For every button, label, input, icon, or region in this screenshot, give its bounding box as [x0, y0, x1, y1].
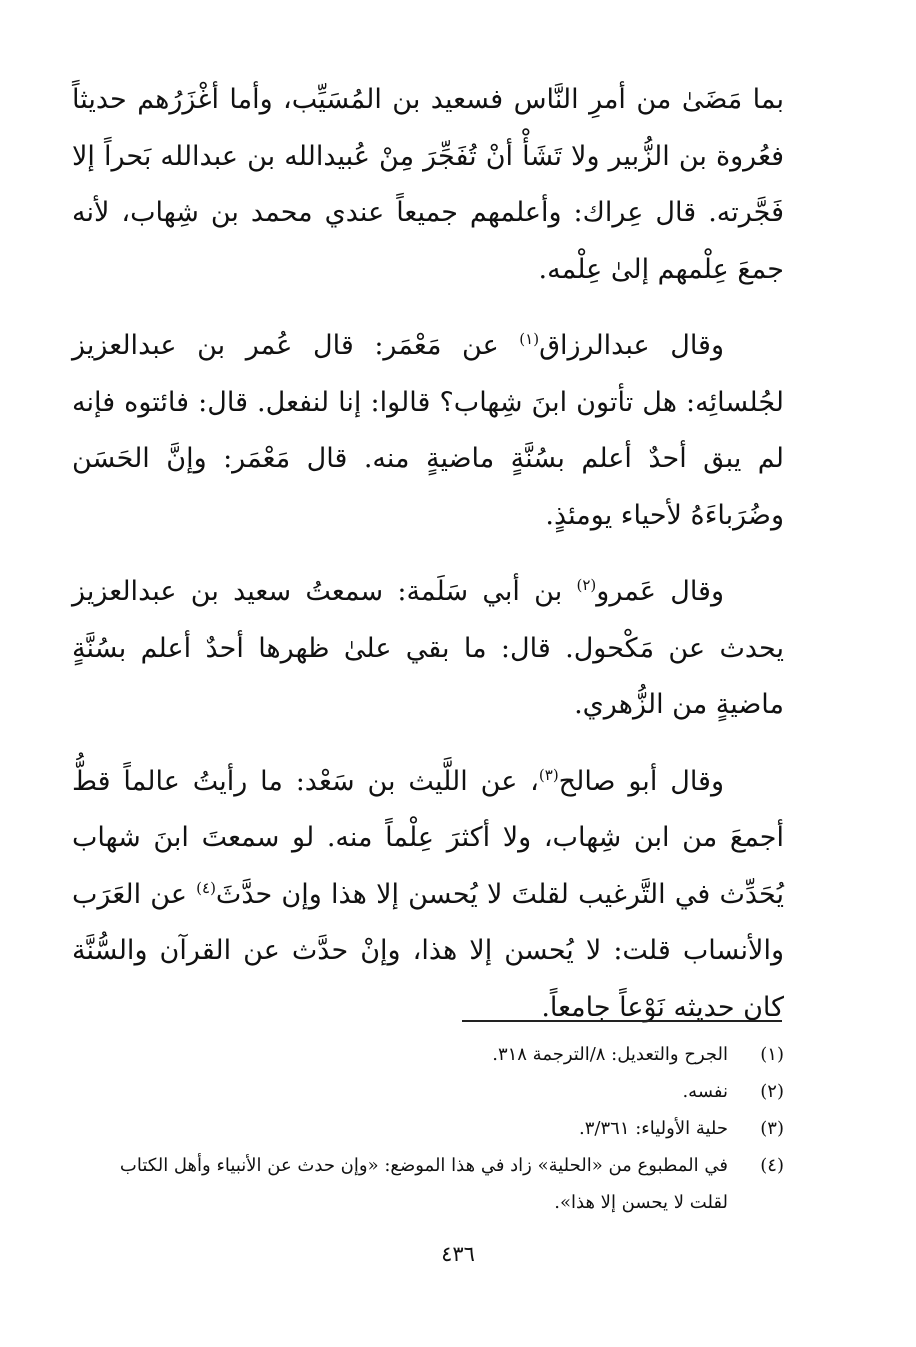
footnote-ref-3: (٣)	[538, 765, 559, 784]
footnote-ref-2: (٢)	[576, 576, 597, 594]
paragraph-4-rest: عن العَرَب والأنساب قلت: لا يُحسن إلا هذا، وإنْ حدَّث عن القرآن والسُّنَّة كان حديثه نَوْعاً جامعاً.	[72, 878, 784, 1023]
footnote-text: نفسه.	[682, 1081, 728, 1102]
footnote-number: (٣)	[760, 1118, 784, 1139]
paragraph-1-text: بما مَضَىٰ من أمرِ النَّاس فسعيد بن المُسَيِّب، وأما أغْزَرُهم حديثاً فعُروة بن الزُّبير ولا تَشَأْ أنْ تُفَجِّرَ مِنْ عُبيدالله بن عبدالله بَحراً إلا فَجَّرته. قال عِراك: وأعلمهم جميعاً عندي محمد بن شِهاب، لأنه جمعَ عِلْمهم إلىٰ عِلْمه.	[72, 84, 784, 285]
footnote-1	[80, 1036, 784, 1073]
paragraph-3-rest: بن أبي سَلَمة: سمعتُ سعيد بن عبدالعزيز يحدث عن مَكْحول. قال: ما بقي علىٰ ظهرها أحدٌ أعلم بسُنَّةٍ ماضيةٍ من الزُّهري.	[72, 576, 784, 720]
footnote-number: (١)	[760, 1044, 784, 1065]
footnote-text: في المطبوع من «الحلية» زاد في هذا الموضع: «وإن حدث عن الأنبياء وأهل الكتاب لقلت لا يحسن إلا هذا».	[119, 1155, 728, 1213]
page-number: ٤٣٦	[441, 1242, 475, 1266]
footnote-text: الجرح والتعديل: ٨/الترجمة ٣١٨.	[492, 1044, 728, 1065]
footnote-ref-1: (١)	[519, 330, 540, 348]
paragraph-3	[72, 564, 784, 734]
footnote-divider	[462, 1020, 782, 1022]
footnote-number: (٤)	[760, 1155, 784, 1176]
footnote-text: حلية الأولياء: ٣/٣٦١.	[579, 1118, 728, 1139]
paragraph-2-start: وقال عبدالرزاق	[539, 330, 724, 361]
paragraph-4	[72, 754, 784, 1037]
footnotes	[80, 1036, 784, 1221]
footnote-2	[80, 1073, 784, 1110]
footnote-number: (٢)	[760, 1081, 784, 1102]
footnote-3	[80, 1110, 784, 1147]
footnote-ref-4: (٤)	[196, 878, 216, 897]
paragraph-2-rest: عن مَعْمَر: قال عُمر بن عبدالعزيز لجُلسائِه: هل تأتون ابنَ شِهاب؟ قالوا: إنا لنفعل. قال: فائتوه فإنه لم يبق أحدٌ أعلم بسُنَّةٍ ماضيةٍ منه. قال مَعْمَر: وإنَّ الحَسَن وضُرَباءَهُ لأحياء يومئذٍ.	[72, 330, 784, 531]
paragraph-3-start: وقال عَمرو	[596, 576, 724, 607]
main-text	[72, 72, 784, 1056]
paragraph-4-middle: ، عن اللَّيث بن سَعْد: ما رأيتُ عالماً قطُّ أجمعَ من ابن شِهاب، ولا أكثرَ عِلْماً منه. لو سمعتَ ابنَ شهاب يُحَدِّث في التَّرغيب لقلتَ لا يُحسن إلا هذا وإن حدَّثَ	[72, 765, 784, 910]
paragraph-1	[72, 72, 784, 298]
paragraph-4-start: وقال أبو صالح	[558, 765, 724, 797]
paragraph-2	[72, 318, 784, 544]
footnote-4	[80, 1147, 784, 1221]
